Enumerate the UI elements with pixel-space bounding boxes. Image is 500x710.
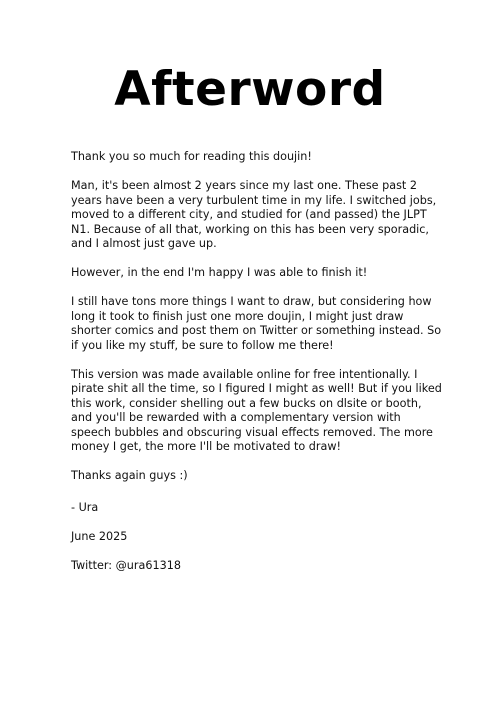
twitter-handle: Twitter: @ura61318	[71, 559, 181, 572]
signoff-block	[71, 501, 443, 588]
paragraph-thanks: Thank you so much for reading this doujin!	[71, 150, 312, 163]
paragraph-thanks-again: Thanks again guys :)	[71, 469, 188, 482]
page-title: Afterword	[114, 62, 386, 117]
paragraph-finished: However, in the end I'm happy I was able to finish it!	[71, 266, 368, 279]
date-line: June 2025	[71, 530, 128, 543]
afterword-body	[71, 150, 443, 498]
paragraph-future-plans: I still have tons more things I want to draw, but considering how long it took to finish just one more doujin, I might just draw shorter comics and post them on Twitter or something instead. So if you like my stuff, be sure to follow me there!	[71, 295, 442, 352]
paragraph-life-update: Man, it's been almost 2 years since my last one. These past 2 years have been a very turbulent time in my life. I switched jobs, moved to a different city, and studied for (and passed) the JLPT N1. Because of all that, working on this has been very sporadic, and I almost just gave up.	[71, 179, 437, 250]
paragraph-free-version: This version was made available online for free intentionally. I pirate shit all the time, so I figured I might as well! But if you liked this work, consider shelling out a few bucks on dlsite or booth, and you'll be rewarded with a complementary version with speech bubbles and obscuring visual effects removed. The more money I get, the more I'll be motivated to draw!	[71, 367, 442, 453]
author-signature: - Ura	[71, 501, 99, 514]
